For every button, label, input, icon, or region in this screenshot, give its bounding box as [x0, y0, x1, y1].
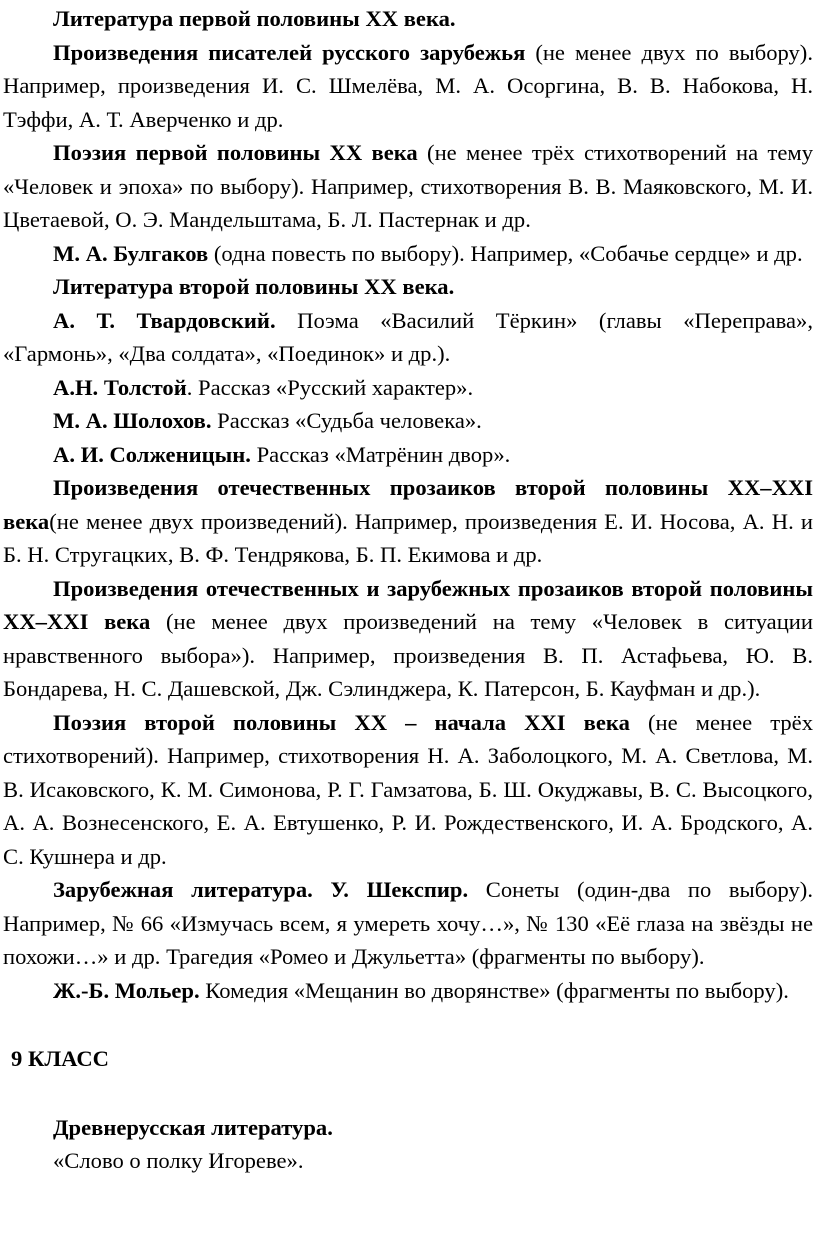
paragraph-text: . Рассказ «Русский характер». — [186, 374, 474, 400]
document-page — [0, 2, 816, 1242]
paragraph-text: (не менее трёх стихотворений). Например, стихотворения Н. А. Заболоцкого, М. А. Светлова, М. В. Исаковского, К. М. Симонова, Р. Г. Гамзатова, Б. Ш. Окуджавы, В. С. Высоцкого, А. А. Вознесенского, Е. А. Евтушенко, Р. И. Рождественского, И. А. Бродского, А. С. Кушнера и др. — [3, 709, 813, 869]
paragraph — [3, 36, 813, 137]
paragraph-text: (не менее двух произведений). Например, произведения Е. И. Носова, А. Н. и Б. Н. Стругацких, В. Ф. Тендрякова, Б. П. Екимова и др. — [3, 508, 813, 567]
paragraph-text: Сонеты (один-два по выбору). Например, № 66 «Измучась всем, я умереть хочу…», № 130 «Её глаза на звёзды не похожи…» и др. Трагедия «Ромео и Джульетта» (фрагменты по выбору). — [3, 877, 813, 969]
paragraph-text: Поэма «Василий Тёркин» (главы «Переправа», «Гармонь», «Два солдата», «Поединок» и др.). — [3, 307, 813, 366]
paragraph — [3, 404, 813, 438]
paragraph-lead: М. А. Шолохов. — [53, 408, 212, 433]
paragraph — [3, 270, 813, 304]
paragraph — [3, 2, 813, 36]
paragraph — [3, 1111, 813, 1145]
paragraph-lead: Литература первой половины XX века. — [53, 6, 456, 31]
document-body — [3, 2, 813, 1007]
paragraph — [3, 304, 813, 371]
paragraph — [3, 371, 813, 405]
paragraph-lead: Древнерусская литература. — [53, 1114, 333, 1140]
paragraph-lead: Зарубежная литература. У. Шекспир. — [53, 877, 469, 902]
paragraph-text: (не менее двух произведений на тему «Человек в ситуации нравственного выбора»). Например, произведения В. П. Астафьева, Ю. В. Бондарева, Н. С. Дашевской, Дж. Сэлинджера, К. Патерсон, Б. Кауфман и др.). — [3, 609, 813, 701]
paragraph-lead: Произведения отечественных и зарубежных прозаиков второй половины XX–XXI века — [3, 575, 813, 634]
paragraph — [3, 706, 813, 874]
paragraph — [3, 1144, 813, 1178]
paragraph — [3, 572, 813, 706]
paragraph-text: Рассказ «Судьба человека». — [211, 408, 482, 433]
paragraph-text: «Слово о полку Игореве». — [53, 1148, 304, 1173]
spacer — [3, 1007, 813, 1042]
spacer — [3, 1076, 813, 1111]
paragraph-text: Рассказ «Матрёнин двор». — [250, 441, 511, 467]
grade-heading: 9 КЛАСС — [11, 1046, 109, 1071]
paragraph — [3, 873, 813, 974]
paragraph — [3, 471, 813, 572]
section-tail — [3, 1111, 813, 1178]
paragraph-lead: Произведения писателей русского зарубежья — [53, 39, 526, 65]
paragraph-lead: Литература второй половины XX века. — [53, 274, 455, 299]
paragraph-text: Комедия «Мещанин во дворянстве» (фрагменты по выбору). — [199, 977, 789, 1003]
paragraph-lead: М. А. Булгаков — [53, 240, 209, 266]
paragraph — [3, 438, 813, 472]
paragraph-lead: А. Т. Твардовский. — [53, 307, 276, 333]
paragraph — [3, 136, 813, 237]
paragraph-text: (не менее трёх стихотворений на тему «Человек и эпоха» по выбору). Например, стихотворения В. В. Маяковского, М. И. Цветаевой, О. Э. Мандельштама, Б. Л. Пастернак и др. — [3, 140, 813, 232]
paragraph-lead: А. И. Солженицын. — [53, 441, 251, 467]
paragraph-lead: Произведения отечественных прозаиков второй половины XX–XXI века — [3, 475, 813, 534]
paragraph — [3, 974, 813, 1008]
paragraph-lead: А.Н. Толстой — [53, 374, 187, 400]
paragraph-text: (одна повесть по выбору). Например, «Собачье сердце» и др. — [208, 240, 803, 266]
paragraph-text: (не менее двух по выбору). Например, произведения И. С. Шмелёва, М. А. Осоргина, В. В. Набокова, Н. Тэффи, А. Т. Аверченко и др. — [3, 39, 813, 132]
paragraph — [3, 237, 813, 271]
paragraph-lead: Поэзия второй половины XX – начала XXI века — [53, 709, 630, 735]
paragraph-lead: Поэзия первой половины ХХ века — [53, 140, 418, 165]
paragraph-lead: Ж.-Б. Мольер. — [53, 977, 200, 1003]
